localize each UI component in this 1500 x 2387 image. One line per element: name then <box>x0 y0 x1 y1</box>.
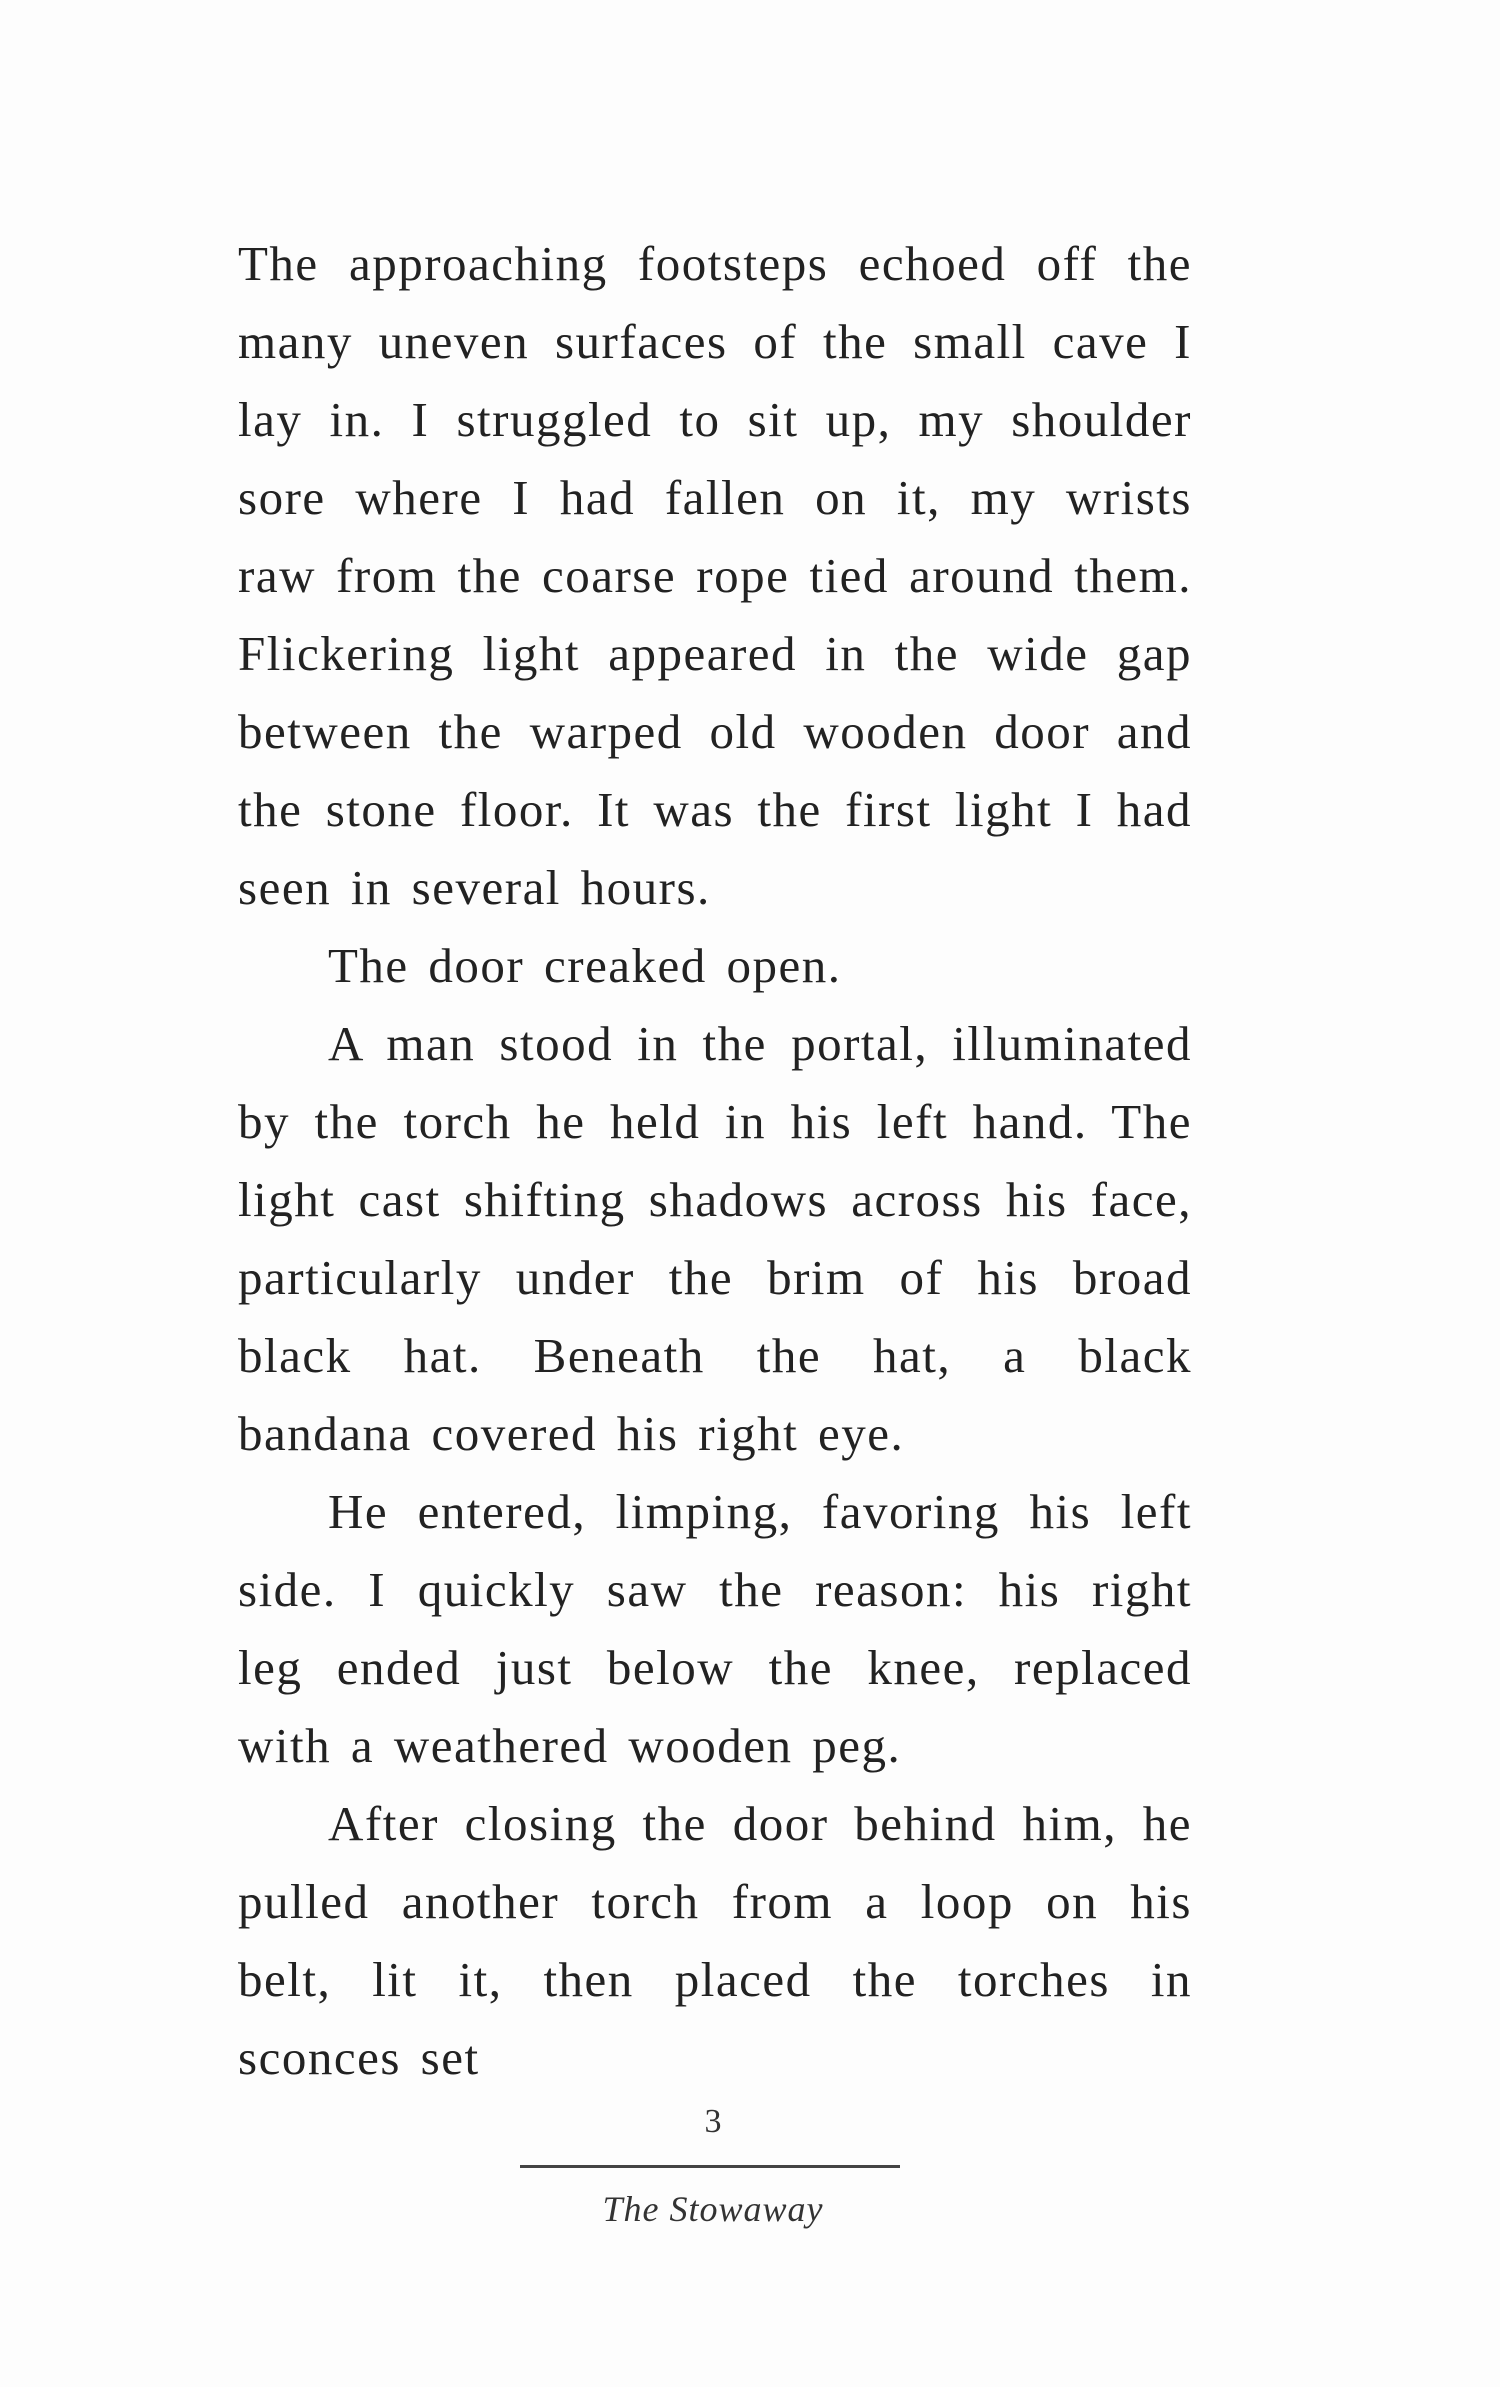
paragraph: After closing the door behind him, he pulled another torch from a loop on his belt, lit it, then placed the torches in sconces set <box>238 1796 1192 2085</box>
body-text <box>238 225 1192 2097</box>
page-number: 3 <box>704 2103 722 2140</box>
running-footer-title: The Stowaway <box>602 2189 824 2229</box>
paragraph: A man stood in the portal, illuminated by the torch he held in his left hand. The light cast shifting shadows across his face, particularly under the brim of his broad black hat. Beneath the hat, a black bandana covered his right eye. <box>238 1016 1192 1461</box>
footer-divider <box>520 2165 900 2168</box>
paragraph: He entered, limping, favoring his left side. I quickly saw the reason: his right leg ended just below the knee, replaced with a weathered wooden peg. <box>238 1484 1192 1773</box>
paragraph: The approaching footsteps echoed off the many uneven surfaces of the small cave I lay in. I struggled to sit up, my shoulder sore where I had fallen on it, my wrists raw from the coarse rope tied around them. Flickering light appeared in the wide gap between the warped old wooden door and the stone floor. It was the first light I had seen in several hours. <box>238 236 1192 915</box>
paragraph: The door creaked open. <box>328 938 842 993</box>
